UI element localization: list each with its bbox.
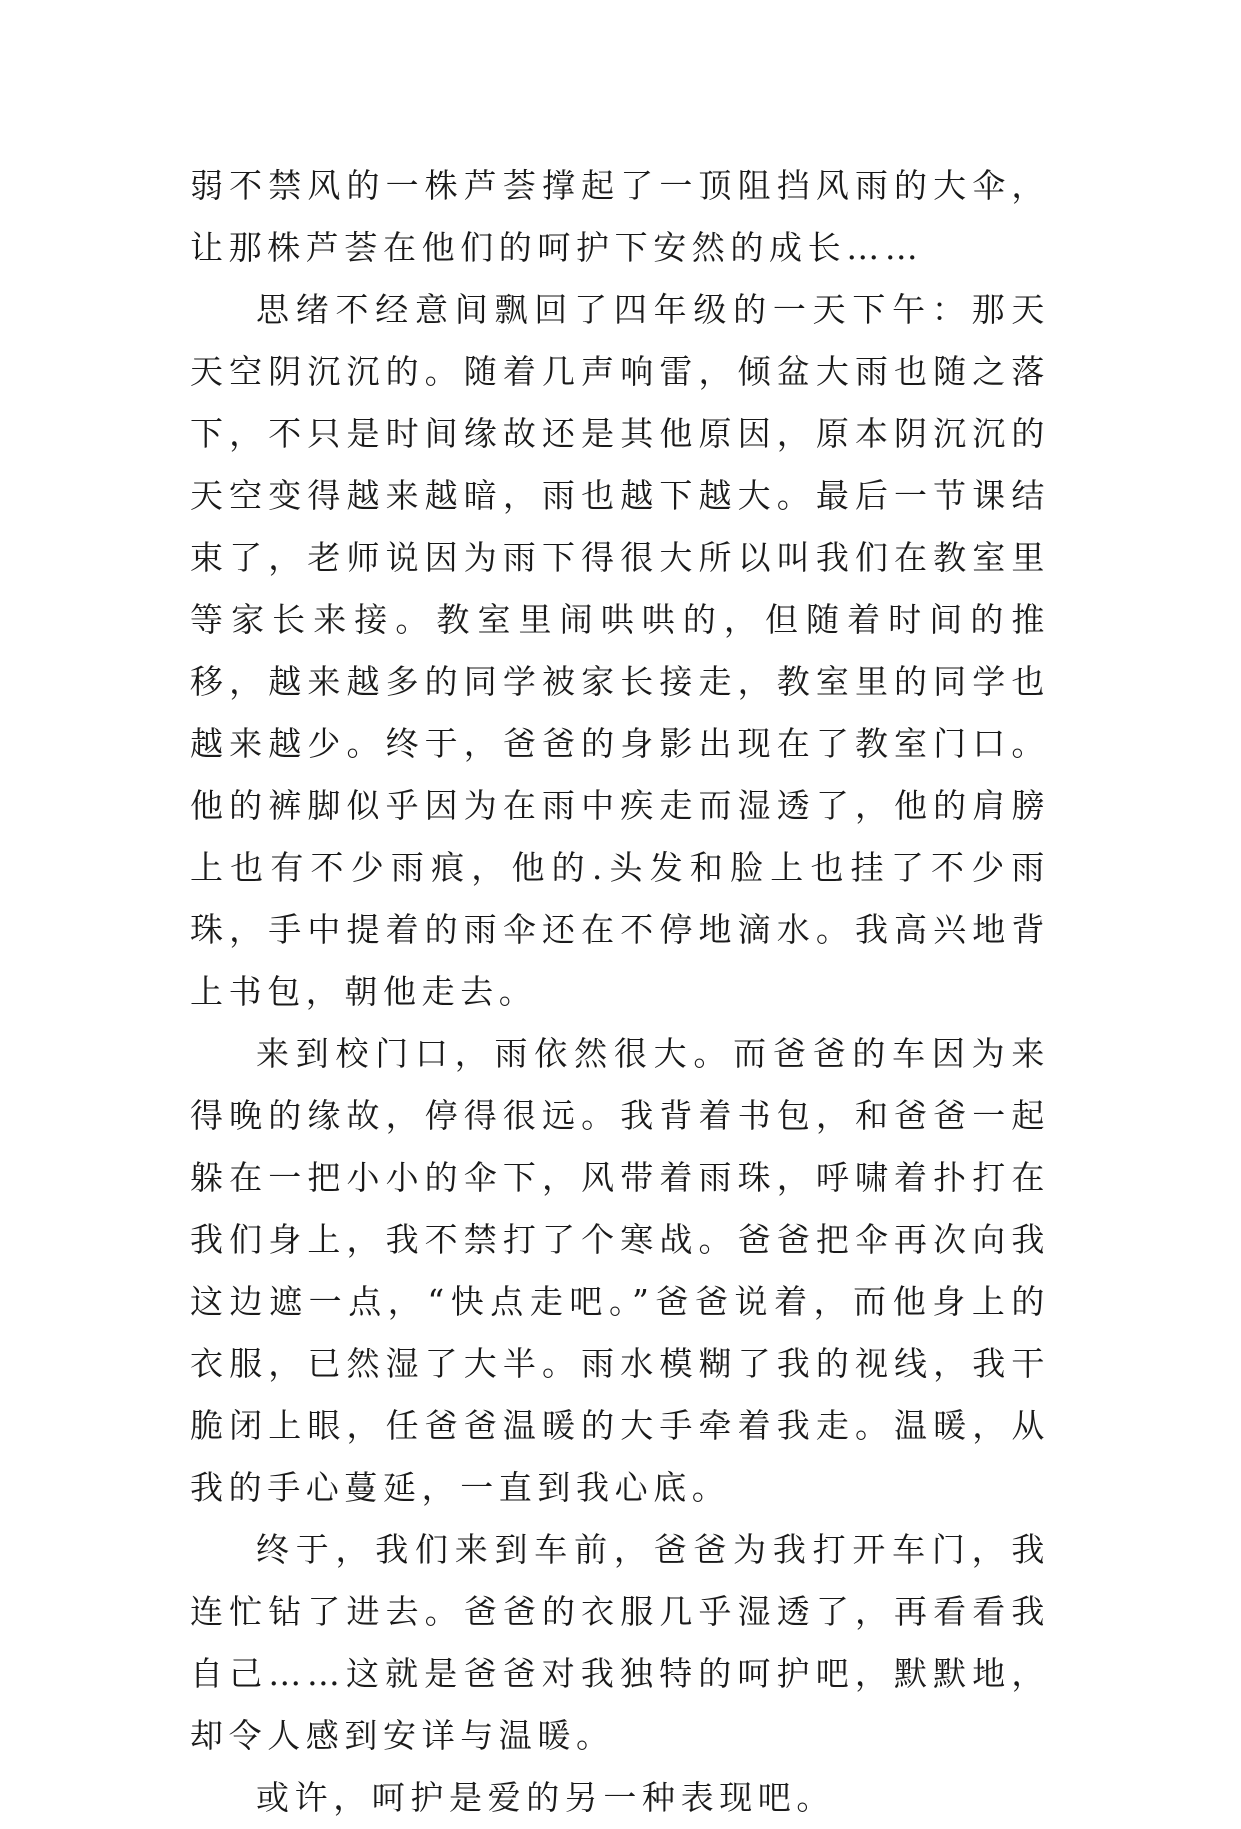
paragraph-5: 或许，呵护是爱的另一种表现吧。: [256, 1778, 835, 1817]
paragraph-4: 终于，我们来到车前，爸爸为我打开车门，我连忙钻了进去。爸爸的衣服几乎湿透了，再看看我自己……这就是爸爸对我独特的呵护吧，默默地，却令人感到安详与温暖。: [190, 1530, 1050, 1755]
essay-body: [190, 155, 1050, 1829]
paragraph-3: 来到校门口，雨依然很大。而爸爸的车因为来得晚的缘故，停得很远。我背着书包，和爸爸一起躲在一把小小的伞下，风带着雨珠，呼啸着扑打在我们身上，我不禁打了个寒战。爸爸把伞再次向我这边遮一点，“快点走吧。”爸爸说着，而他身上的衣服，已然湿了大半。雨水模糊了我的视线，我干脆闭上眼，任爸爸温暖的大手牵着我走。温暖，从我的手心蔓延，一直到我心底。: [190, 1034, 1050, 1507]
paragraph-2: 思绪不经意间飘回了四年级的一天下午：那天天空阴沉沉的。随着几声响雷，倾盆大雨也随之落下，不只是时间缘故还是其他原因，原本阴沉沉的天空变得越来越暗，雨也越下越大。最后一节课结束了，老师说因为雨下得很大所以叫我们在教室里等家长来接。教室里闹哄哄的，但随着时间的推移，越来越多的同学被家长接走，教室里的同学也越来越少。终于，爸爸的身影出现在了教室门口。他的裤脚似乎因为在雨中疾走而湿透了，他的肩膀上也有不少雨痕，他的.头发和脸上也挂了不少雨珠，手中提着的雨伞还在不停地滴水。我高兴地背上书包，朝他走去。: [190, 290, 1050, 1011]
paragraph-1: 弱不禁风的一株芦荟撑起了一顶阻挡风雨的大伞，让那株芦荟在他们的呵护下安然的成长……: [190, 166, 1050, 267]
